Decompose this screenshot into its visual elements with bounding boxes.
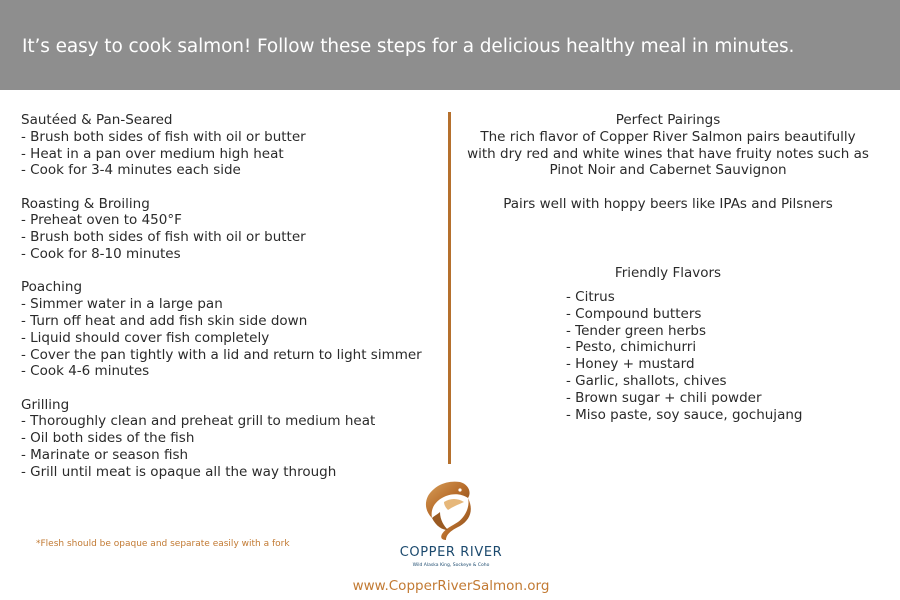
- method-step: - Thoroughly clean and preheat grill to medium heat: [21, 413, 376, 430]
- header-text: It’s easy to cook salmon! Follow these steps for a delicious healthy meal in minutes.: [22, 36, 795, 57]
- flavor-item: - Brown sugar + chili powder: [566, 389, 762, 406]
- method-title: Grilling: [21, 396, 70, 413]
- column-divider: [448, 112, 451, 464]
- pairings-line: The rich flavor of Copper River Salmon pairs beautifully: [480, 128, 856, 145]
- method-step: - Turn off heat and add fish skin side down: [21, 312, 308, 329]
- flavor-item: - Tender green herbs: [566, 322, 706, 339]
- brand-name: COPPER RIVER: [399, 545, 503, 560]
- method-step: - Cover the pan tightly with a lid and return to light simmer: [21, 346, 422, 363]
- flavors-section: [458, 265, 878, 423]
- pairings-line: Pinot Noir and Cabernet Sauvignon: [549, 162, 787, 179]
- method-step: - Marinate or season fish: [21, 447, 189, 464]
- method-step: - Brush both sides of fish with oil or butter: [21, 229, 306, 246]
- method-title: Roasting & Broiling: [21, 195, 150, 212]
- flavors-title: Friendly Flavors: [614, 265, 722, 281]
- method-sauteed: [21, 112, 441, 179]
- method-step: - Simmer water in a large pan: [21, 296, 223, 313]
- method-step: - Heat in a pan over medium high heat: [21, 145, 284, 162]
- flavor-item: - Citrus: [566, 289, 615, 305]
- method-step: - Cook 4-6 minutes: [21, 363, 150, 380]
- method-step: - Cook for 8-10 minutes: [21, 246, 181, 263]
- method-grilling: [21, 397, 441, 481]
- flavor-item: - Miso paste, soy sauce, gochujang: [566, 406, 803, 423]
- website-url: www.CopperRiverSalmon.org: [352, 578, 550, 594]
- beer-note: Pairs well with hoppy beers like IPAs and Pilsners: [503, 195, 833, 212]
- header-banner: [0, 0, 900, 90]
- salmon-logo-icon: [416, 478, 480, 542]
- method-title: Sautéed & Pan-Seared: [21, 112, 173, 128]
- flavor-item: - Compound butters: [566, 305, 702, 322]
- cooking-methods: [21, 112, 441, 497]
- method-title: Poaching: [21, 279, 83, 296]
- flavors-list: [566, 289, 802, 423]
- method-step: - Liquid should cover fish completely: [21, 329, 270, 346]
- pairings-and-flavors: [458, 112, 878, 423]
- method-step: - Preheat oven to 450°F: [21, 212, 182, 229]
- footnote: *Flesh should be opaque and separate easily with a fork: [36, 539, 290, 549]
- method-step: - Grill until meat is opaque all the way through: [21, 463, 337, 480]
- flavor-item: - Pesto, chimichurri: [566, 339, 697, 356]
- pairings-title: Perfect Pairings: [615, 112, 721, 128]
- pairings-section: [458, 112, 878, 213]
- method-step: - Brush both sides of fish with oil or butter: [21, 128, 306, 145]
- brand-tagline: Wild Alaska King, Sockeye & Coho: [412, 563, 490, 568]
- flavor-item: - Honey + mustard: [566, 356, 695, 373]
- pairings-line: with dry red and white wines that have fruity notes such as: [467, 145, 869, 162]
- method-step: - Oil both sides of the fish: [21, 430, 195, 447]
- method-poaching: [21, 279, 441, 380]
- flavor-item: - Garlic, shallots, chives: [566, 372, 727, 389]
- method-roasting: [21, 196, 441, 263]
- method-step: - Cook for 3-4 minutes each side: [21, 162, 241, 179]
